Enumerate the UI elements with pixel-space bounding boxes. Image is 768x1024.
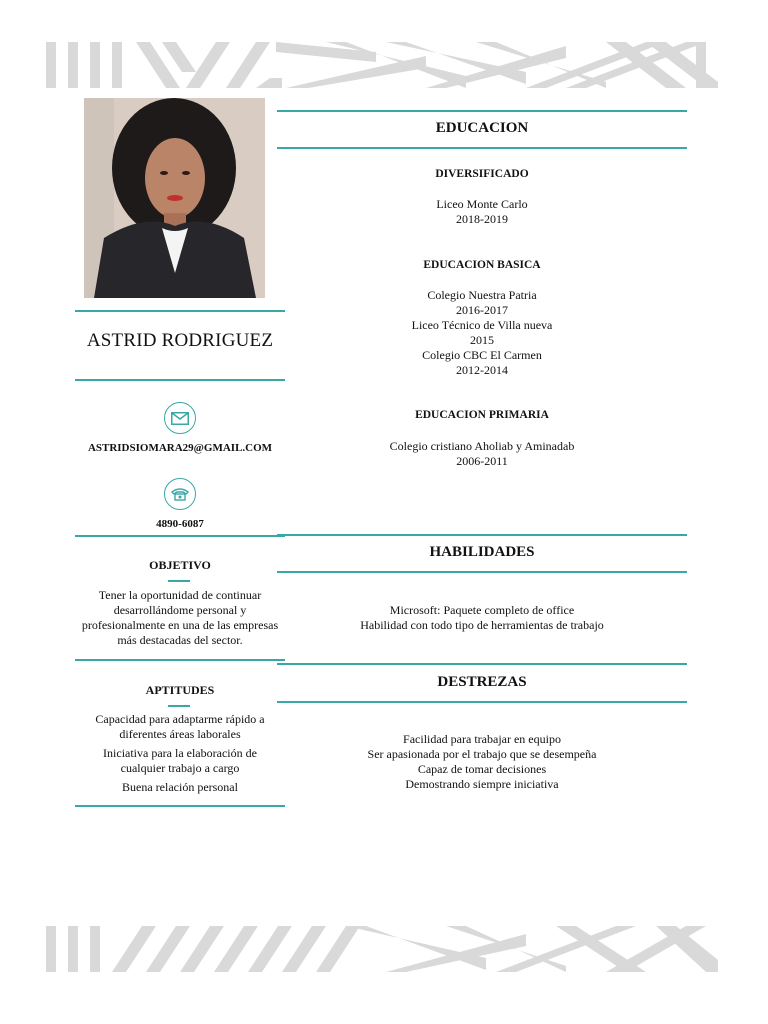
footer-stripe-band bbox=[46, 926, 718, 972]
abilities-list bbox=[277, 732, 687, 792]
divider bbox=[277, 571, 687, 573]
divider bbox=[277, 701, 687, 703]
ability-item: Demostrando siempre iniciativa bbox=[405, 777, 559, 791]
education-entry: Colegio CBC El Carmen bbox=[422, 348, 542, 362]
primaria-entries bbox=[277, 439, 687, 469]
aptitude-item: Capacidad para adaptarme rápido a diferentes áreas laborales bbox=[95, 712, 265, 741]
education-heading: EDUCACION bbox=[435, 120, 529, 136]
objective-text: Tener la oportunidad de continuar desarrollándome personal y profesionalmente en una de las empresas más destacadas del sector. bbox=[81, 588, 279, 647]
aptitudes-list bbox=[80, 712, 280, 799]
heading-underline bbox=[168, 580, 190, 582]
education-entry: 2006-2011 bbox=[456, 454, 508, 468]
diversificado-heading: DIVERSIFICADO bbox=[435, 168, 529, 180]
education-entry: 2018-2019 bbox=[456, 212, 508, 226]
skills-heading: HABILIDADES bbox=[429, 544, 535, 560]
objective-heading: OBJETIVO bbox=[149, 558, 211, 572]
aptitude-item: Buena relación personal bbox=[122, 780, 238, 794]
diversificado-entries bbox=[277, 197, 687, 227]
person-name: ASTRID RODRIGUEZ bbox=[86, 330, 274, 351]
education-entry: Colegio Nuestra Patria bbox=[427, 288, 537, 302]
ability-item: Ser apasionada por el trabajo que se desempeña bbox=[367, 747, 597, 761]
ability-item: Capaz de tomar decisiones bbox=[417, 762, 547, 776]
phone-number: 4890-6087 bbox=[156, 518, 204, 530]
aptitude-item: Iniciativa para la elaboración de cualquier trabajo a cargo bbox=[103, 746, 257, 775]
education-entry: Liceo Técnico de Villa nueva bbox=[411, 318, 553, 332]
primaria-heading: EDUCACION PRIMARIA bbox=[415, 409, 549, 421]
heading-underline bbox=[168, 705, 190, 707]
education-entry: Liceo Monte Carlo bbox=[436, 197, 528, 211]
skills-list bbox=[277, 603, 687, 633]
basica-heading: EDUCACION BASICA bbox=[423, 259, 541, 271]
divider bbox=[277, 147, 687, 149]
education-entry: Colegio cristiano Aholiab y Aminadab bbox=[389, 439, 575, 453]
abilities-heading: DESTREZAS bbox=[437, 674, 527, 690]
envelope-icon bbox=[164, 402, 196, 434]
skill-item: Habilidad con todo tipo de herramientas de trabajo bbox=[360, 618, 604, 632]
divider bbox=[75, 310, 285, 312]
divider bbox=[75, 535, 285, 537]
divider bbox=[75, 805, 285, 807]
education-entry: 2015 bbox=[470, 333, 494, 347]
education-entry: 2012-2014 bbox=[456, 363, 508, 377]
profile-photo bbox=[84, 98, 265, 298]
education-entry: 2016-2017 bbox=[456, 303, 508, 317]
telephone-icon bbox=[164, 478, 196, 510]
divider bbox=[277, 110, 687, 112]
basica-entries bbox=[277, 288, 687, 378]
ability-item: Facilidad para trabajar en equipo bbox=[403, 732, 561, 746]
divider bbox=[75, 379, 285, 381]
divider bbox=[277, 663, 687, 665]
divider bbox=[75, 659, 285, 661]
skill-item: Microsoft: Paquete completo de office bbox=[389, 603, 575, 617]
header-stripe-band bbox=[46, 42, 718, 88]
email-link[interactable]: ASTRIDSIOMARA29@GMAIL.COM bbox=[87, 442, 273, 454]
divider bbox=[277, 534, 687, 536]
aptitudes-heading: APTITUDES bbox=[145, 683, 215, 697]
